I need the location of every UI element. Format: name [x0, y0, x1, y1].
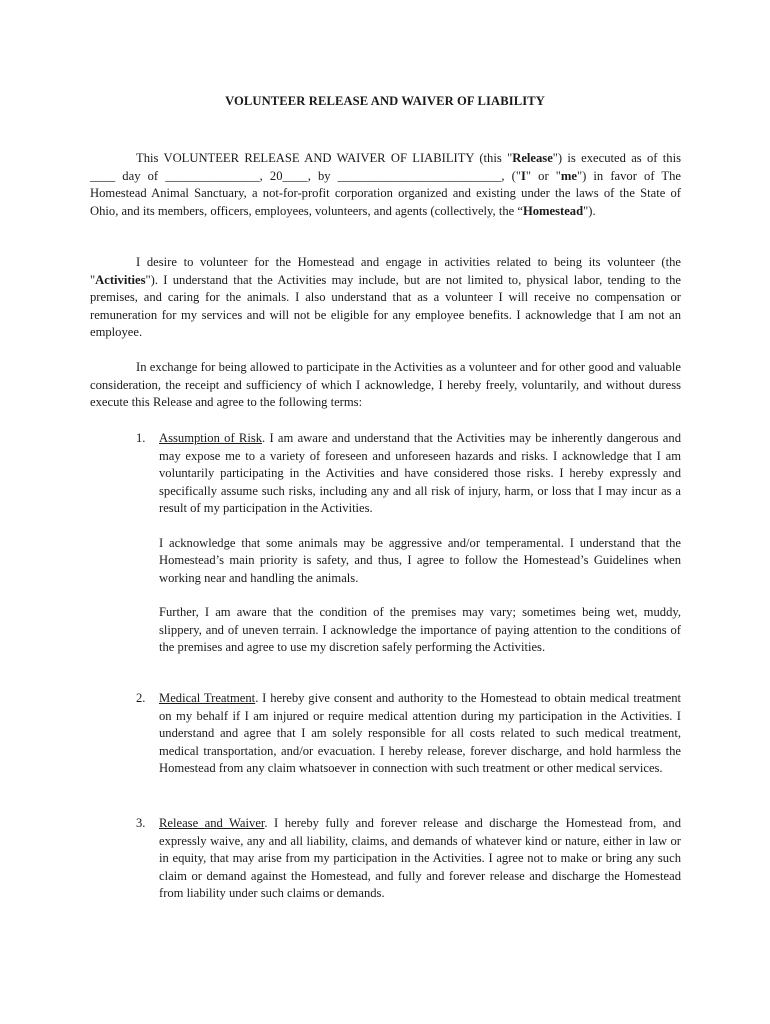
list-item-release-and-waiver [136, 815, 681, 903]
intro-text-1: This VOLUNTEER RELEASE AND WAIVER OF LIABILITY (this " [136, 151, 513, 165]
homestead-term: Homestead [522, 203, 584, 218]
release-term: Release [512, 151, 553, 165]
list-item-number: 2. [136, 691, 146, 705]
document-title: VOLUNTEER RELEASE AND WAIVER OF LIABILITY [225, 94, 545, 108]
i-term: I [520, 168, 526, 183]
intro-text-5: "). [583, 203, 596, 218]
medical-heading: Medical Treatment [159, 691, 256, 705]
assumption-paragraph-1 [159, 430, 681, 518]
list-item-assumption-of-risk [136, 430, 681, 657]
list-item-number: 3. [136, 816, 146, 830]
assumption-text: . I am aware and understand that the Activities may be inherently dangerous and may expose me to a variety of foreseen and unforeseen hazards and risks. I acknowledge that I am voluntarily participating in the Activities and have considered those risks. I hereby expressly and specifically assume such risks, including any and all risk of injury, harm, or loss that I may incur as a result of my participation in the Activities. [159, 431, 681, 515]
release-heading: Release and Waiver [159, 816, 265, 830]
medical-paragraph [159, 690, 681, 778]
assumption-paragraph-2: I acknowledge that some animals may be aggressive and/or temperamental. I understand that the Homestead’s main priority is safety, and thus, I agree to follow the Homestead’s Guidelines when working near and handling the animals. [159, 535, 681, 585]
intro-text-2: ") is executed as of this ____ day of _______________, 20____, by __________________________, (" [90, 151, 681, 183]
exchange-paragraph: In exchange for being allowed to participate in the Activities as a volunteer and for other good and valuable consideration, the receipt and sufficiency of which I acknowledge, I hereby freely, voluntarily, and without duress execute this Release and agree to the following terms: [90, 360, 681, 409]
desire-text-1: I desire to volunteer for the Homestead and engage in activities related to being its volunteer (the " [90, 255, 681, 287]
desire-paragraph [90, 254, 681, 342]
activities-term: Activities [95, 272, 146, 287]
assumption-heading: Assumption of Risk [159, 431, 263, 445]
list-item-number: 1. [136, 431, 146, 445]
me-term: me [560, 168, 577, 183]
intro-text-4: ") in favor of The Homestead Animal Sanctuary, a not-for-profit corporation organized and existing under the laws of the State of Ohio, and its members, officers, employees, volunteers, and agents (collectively, the “ [90, 168, 681, 218]
medical-text: . I hereby give consent and authority to the Homestead to obtain medical treatment on my behalf if I am injured or require medical attention during my participation in the Activities. I understand and agree that I am solely responsible for all costs related to such medical treatment, medical transportation, and/or evacuation. I hereby release, forever discharge, and hold harmless the Homestead from any claim whatsoever in connection with such treatment or other medical services. [159, 691, 681, 775]
intro-paragraph [90, 150, 681, 220]
intro-text-3: " or " [525, 168, 561, 183]
release-text: . I hereby fully and forever release and discharge the Homestead from, and expressly waive, any and all liability, claims, and demands of whatever kind or nature, either in law or in equity, that may arise from my participation in the Activities. I agree not to make or bring any such claim or demand against the Homestead, and fully and forever release and discharge the Homestead from liability under such claims or demands. [159, 816, 681, 900]
assumption-paragraph-3: Further, I am aware that the condition of the premises may vary; sometimes being wet, muddy, slippery, and of uneven terrain. I acknowledge the importance of paying attention to the conditions of the premises and agree to use my discretion safely performing the Activities. [159, 605, 681, 654]
release-paragraph [159, 815, 681, 903]
list-item-medical-treatment [136, 690, 681, 778]
desire-text-2: "). I understand that the Activities may include, but are not limited to, physical labor, tending to the premises, and caring for the animals. I also understand that as a volunteer I will receive no compensation or remuneration for my services and will not be eligible for any employee benefits. I acknowledge that I am not an employee. [90, 272, 681, 339]
